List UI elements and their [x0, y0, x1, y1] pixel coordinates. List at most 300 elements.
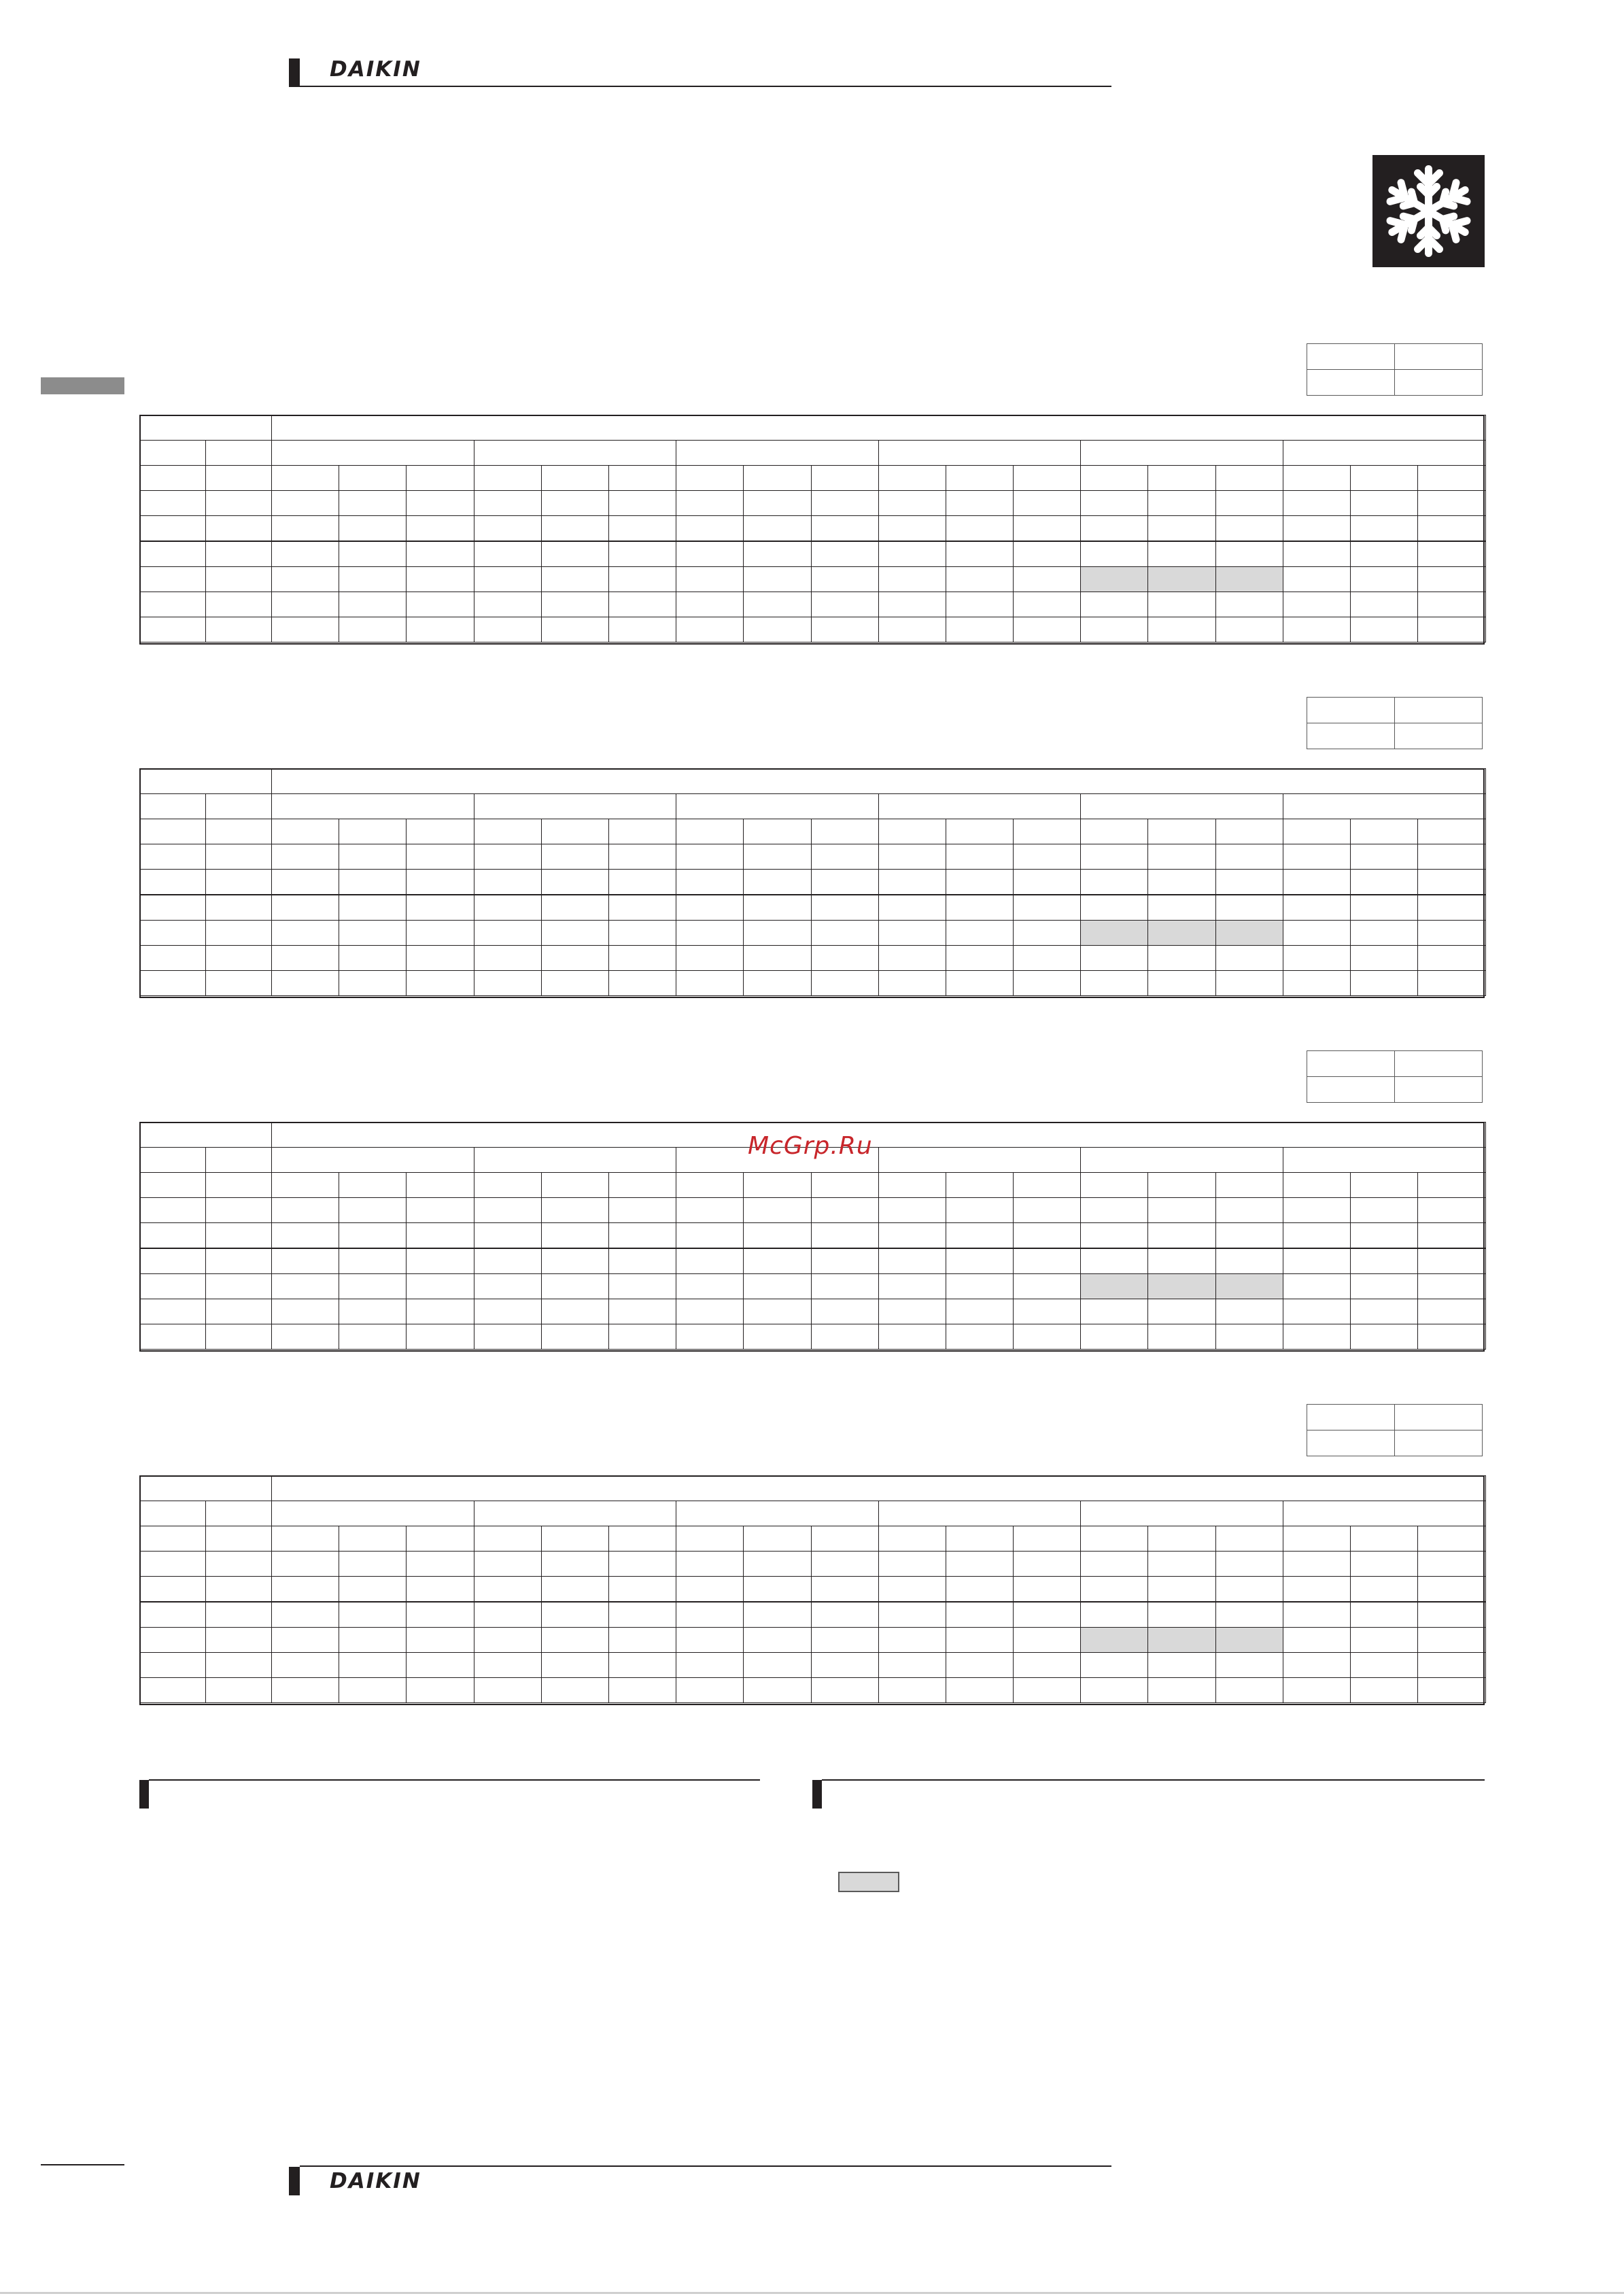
- footer-rule: [300, 2165, 1111, 2167]
- table-cell: [811, 1526, 878, 1552]
- table-cell: [541, 921, 608, 946]
- table-cell: [1081, 1248, 1148, 1274]
- table-cell: [1418, 516, 1485, 542]
- table-cell: [541, 541, 608, 567]
- table-cell: [272, 1628, 339, 1653]
- table-cell: [1418, 1653, 1485, 1678]
- table-cell: [140, 491, 206, 516]
- table-cell: [541, 1526, 608, 1552]
- table-cell: [878, 617, 946, 642]
- table-cell: [407, 491, 474, 516]
- table-cell: [474, 819, 541, 844]
- table-cell: [878, 466, 946, 491]
- bottom-strip: [0, 2292, 1624, 2294]
- table-cell: [407, 617, 474, 642]
- table-cell: [1351, 946, 1418, 971]
- table-cell: [878, 1198, 946, 1223]
- table-cell: [1215, 946, 1283, 971]
- header-cell: [140, 1476, 272, 1501]
- table-cell: [541, 1299, 608, 1324]
- spec-box-cell: [1395, 1051, 1483, 1077]
- table-cell: [1014, 1552, 1081, 1577]
- table-cell: [1014, 895, 1081, 921]
- table-cell: [811, 1324, 878, 1350]
- table-cell: [474, 1274, 541, 1299]
- group-header-cell: [676, 794, 879, 819]
- table-cell: [1148, 1198, 1215, 1223]
- table-cell: [339, 1653, 407, 1678]
- table-cell: [1081, 1653, 1148, 1678]
- subheader-cell: [206, 794, 272, 819]
- table-cell: [946, 1274, 1013, 1299]
- table-cell: [1014, 1678, 1081, 1703]
- table-cell: [1283, 491, 1350, 516]
- header-cell: [140, 415, 272, 441]
- table-cell: [1418, 1678, 1485, 1703]
- table-cell: [1418, 819, 1485, 844]
- table-cell: [206, 895, 272, 921]
- table-cell: [878, 971, 946, 996]
- table-cell: [140, 1552, 206, 1577]
- table-cell: [608, 592, 676, 617]
- table-cell: [811, 592, 878, 617]
- table-cell: [1351, 971, 1418, 996]
- table-cell: [1215, 971, 1283, 996]
- table-cell: [407, 1223, 474, 1249]
- table-cell: [608, 1248, 676, 1274]
- table-cell: [946, 516, 1013, 542]
- table-cell: [878, 541, 946, 567]
- table-cell: [811, 971, 878, 996]
- table-cell: [1081, 516, 1148, 542]
- table-1: [139, 415, 1486, 642]
- table-cell: [339, 870, 407, 895]
- table-cell: [1081, 1602, 1148, 1628]
- group-header-cell: [1283, 1148, 1485, 1173]
- table-cell: [811, 895, 878, 921]
- table-cell: [272, 466, 339, 491]
- table-cell: [272, 1526, 339, 1552]
- table-cell: [407, 895, 474, 921]
- table-cell: [811, 516, 878, 542]
- table-cell: [1351, 1552, 1418, 1577]
- table-cell: [140, 870, 206, 895]
- table-cell: [541, 844, 608, 870]
- table-cell: [1148, 466, 1215, 491]
- footer-logo: DAIKIN: [330, 2169, 421, 2193]
- table-cell: [1283, 592, 1350, 617]
- table-cell: [946, 895, 1013, 921]
- table-cell: [946, 592, 1013, 617]
- table-cell: [140, 971, 206, 996]
- table-cell: [946, 1577, 1013, 1603]
- header-cell: [140, 769, 272, 794]
- table-cell: [676, 1299, 744, 1324]
- table-cell: [744, 1274, 811, 1299]
- group-header-cell: [1081, 441, 1283, 466]
- table-cell: [1148, 541, 1215, 567]
- table-cell: [272, 946, 339, 971]
- table-cell: [541, 491, 608, 516]
- table-cell: [1215, 1274, 1283, 1299]
- table-cell: [1215, 592, 1283, 617]
- table-cell: [339, 1678, 407, 1703]
- table-cell: [1351, 1248, 1418, 1274]
- table-cell: [1351, 1628, 1418, 1653]
- table-cell: [206, 1653, 272, 1678]
- table-cell: [608, 541, 676, 567]
- table-cell: [339, 592, 407, 617]
- table-cell: [608, 1653, 676, 1678]
- table-cell: [744, 1248, 811, 1274]
- table-cell: [407, 1602, 474, 1628]
- table-cell: [744, 971, 811, 996]
- table-cell: [1418, 1198, 1485, 1223]
- table-cell: [1283, 1173, 1350, 1198]
- header-cell: [272, 769, 1486, 794]
- table-cell: [541, 1324, 608, 1350]
- table-cell: [206, 1274, 272, 1299]
- table-cell: [140, 1299, 206, 1324]
- subheader-cell: [140, 441, 206, 466]
- table-cell: [474, 895, 541, 921]
- table-cell: [608, 1577, 676, 1603]
- table-cell: [608, 921, 676, 946]
- table-cell: [474, 1577, 541, 1603]
- table-cell: [946, 1653, 1013, 1678]
- table-cell: [1351, 617, 1418, 642]
- table-cell: [878, 567, 946, 592]
- subheader-cell: [140, 1148, 206, 1173]
- table-cell: [140, 1653, 206, 1678]
- table-cell: [272, 1653, 339, 1678]
- table-cell: [608, 819, 676, 844]
- table-cell: [1283, 567, 1350, 592]
- table-cell: [1351, 1602, 1418, 1628]
- header-cell: [272, 1123, 1486, 1148]
- table-cell: [744, 1577, 811, 1603]
- group-header-cell: [272, 1148, 474, 1173]
- table-cell: [744, 592, 811, 617]
- table-cell: [1081, 1628, 1148, 1653]
- spec-box: [1307, 1050, 1483, 1103]
- group-header-cell: [272, 1501, 474, 1526]
- table-cell: [676, 921, 744, 946]
- table-cell: [541, 617, 608, 642]
- table-cell: [1148, 1678, 1215, 1703]
- table-cell: [744, 921, 811, 946]
- table-cell: [676, 946, 744, 971]
- table-cell: [339, 1299, 407, 1324]
- table-cell: [339, 1274, 407, 1299]
- table-cell: [1283, 1248, 1350, 1274]
- spec-box-cell: [1307, 1430, 1395, 1456]
- section-left-rule: [149, 1779, 760, 1781]
- table-cell: [1014, 592, 1081, 617]
- table-cell: [946, 1223, 1013, 1249]
- table-cell: [541, 466, 608, 491]
- table-cell: [1215, 870, 1283, 895]
- table-cell: [608, 1198, 676, 1223]
- table-cell: [1351, 1324, 1418, 1350]
- table-cell: [811, 1678, 878, 1703]
- group-header-cell: [676, 1501, 879, 1526]
- table-cell: [474, 541, 541, 567]
- table-cell: [1418, 1552, 1485, 1577]
- table-cell: [474, 1552, 541, 1577]
- table-cell: [676, 541, 744, 567]
- table-cell: [1215, 1324, 1283, 1350]
- table-cell: [1283, 1223, 1350, 1249]
- table-cell: [1351, 516, 1418, 542]
- table-cell: [407, 921, 474, 946]
- table-cell: [339, 491, 407, 516]
- table-cell: [272, 617, 339, 642]
- table-cell: [608, 946, 676, 971]
- table-cell: [1283, 870, 1350, 895]
- group-header-cell: [1081, 794, 1283, 819]
- table-cell: [1148, 1653, 1215, 1678]
- table-cell: [676, 1248, 744, 1274]
- table-cell: [1014, 946, 1081, 971]
- table-cell: [140, 819, 206, 844]
- table-cell: [608, 567, 676, 592]
- table-cell: [608, 516, 676, 542]
- table-cell: [272, 1198, 339, 1223]
- table-cell: [811, 946, 878, 971]
- table-cell: [272, 592, 339, 617]
- table-cell: [744, 541, 811, 567]
- table-cell: [1148, 1577, 1215, 1603]
- footer-accent-bar: [289, 2167, 300, 2195]
- header-cell: [140, 1123, 272, 1148]
- table-cell: [1418, 1173, 1485, 1198]
- table-cell: [1418, 971, 1485, 996]
- table-cell: [676, 516, 744, 542]
- table-cell: [1418, 541, 1485, 567]
- spec-box-cell: [1307, 698, 1395, 723]
- side-tab: [41, 377, 124, 394]
- table-cell: [878, 1653, 946, 1678]
- table-cell: [1215, 1248, 1283, 1274]
- legend-swatch: [838, 1872, 899, 1892]
- spec-box-cell: [1395, 1077, 1483, 1103]
- table-cell: [1148, 1324, 1215, 1350]
- table-cell: [811, 1602, 878, 1628]
- table-cell: [1014, 870, 1081, 895]
- table-cell: [1081, 466, 1148, 491]
- table-cell: [1081, 1274, 1148, 1299]
- table-cell: [407, 1678, 474, 1703]
- spec-box-cell: [1307, 723, 1395, 749]
- table-cell: [474, 1678, 541, 1703]
- table-cell: [339, 466, 407, 491]
- table-cell: [608, 1526, 676, 1552]
- table-cell: [407, 1628, 474, 1653]
- table-cell: [1081, 819, 1148, 844]
- table-cell: [474, 567, 541, 592]
- table-cell: [1418, 895, 1485, 921]
- table-cell: [676, 617, 744, 642]
- table-cell: [474, 491, 541, 516]
- table-cell: [206, 1173, 272, 1198]
- table-cell: [206, 1526, 272, 1552]
- table-cell: [608, 1678, 676, 1703]
- table-cell: [608, 1223, 676, 1249]
- table-cell: [272, 1223, 339, 1249]
- table-cell: [878, 895, 946, 921]
- table-cell: [474, 1653, 541, 1678]
- table-cell: [878, 491, 946, 516]
- table-cell: [744, 844, 811, 870]
- table-cell: [744, 1526, 811, 1552]
- table-cell: [541, 1274, 608, 1299]
- spec-box: [1307, 697, 1483, 749]
- table-cell: [1351, 567, 1418, 592]
- group-header-cell: [1081, 1148, 1283, 1173]
- table-cell: [1148, 819, 1215, 844]
- group-header-cell: [1283, 794, 1485, 819]
- table-cell: [1418, 921, 1485, 946]
- table-cell: [1014, 541, 1081, 567]
- table-cell: [272, 844, 339, 870]
- group-header-cell: [474, 441, 676, 466]
- table-cell: [1148, 946, 1215, 971]
- group-header-cell: [878, 1148, 1081, 1173]
- table-cell: [1014, 1223, 1081, 1249]
- table-cell: [272, 1248, 339, 1274]
- table-cell: [1081, 1526, 1148, 1552]
- table-cell: [1081, 1678, 1148, 1703]
- table-cell: [339, 1577, 407, 1603]
- table-cell: [206, 819, 272, 844]
- table-cell: [608, 1628, 676, 1653]
- table-cell: [206, 491, 272, 516]
- table-cell: [676, 1274, 744, 1299]
- table-cell: [272, 516, 339, 542]
- table-cell: [1148, 1299, 1215, 1324]
- table-cell: [878, 592, 946, 617]
- table-cell: [339, 1198, 407, 1223]
- table-cell: [1418, 491, 1485, 516]
- table-cell: [1081, 921, 1148, 946]
- table-cell: [474, 1173, 541, 1198]
- table-cell: [744, 1223, 811, 1249]
- table-cell: [1014, 921, 1081, 946]
- table-cell: [140, 567, 206, 592]
- watermark: McGrp.Ru: [748, 1132, 873, 1160]
- table-cell: [608, 895, 676, 921]
- table-cell: [811, 1248, 878, 1274]
- spec-box-cell: [1395, 344, 1483, 370]
- table-cell: [140, 1577, 206, 1603]
- brand-logo: DAIKIN: [330, 57, 421, 82]
- table-cell: [811, 1552, 878, 1577]
- table-cell: [1148, 491, 1215, 516]
- table-cell: [339, 1552, 407, 1577]
- table-cell: [1148, 592, 1215, 617]
- table-cell: [878, 1577, 946, 1603]
- table-cell: [1014, 567, 1081, 592]
- table-cell: [206, 921, 272, 946]
- table-cell: [541, 516, 608, 542]
- table-cell: [1283, 844, 1350, 870]
- table-cell: [946, 1628, 1013, 1653]
- table-cell: [1351, 1173, 1418, 1198]
- table-cell: [1215, 1577, 1283, 1603]
- table-cell: [339, 819, 407, 844]
- table-cell: [407, 1299, 474, 1324]
- group-header-cell: [474, 1148, 676, 1173]
- table-cell: [878, 516, 946, 542]
- table-cell: [608, 466, 676, 491]
- table-cell: [676, 844, 744, 870]
- table-cell: [1351, 466, 1418, 491]
- table-cell: [811, 1274, 878, 1299]
- table-cell: [541, 1248, 608, 1274]
- table-cell: [608, 617, 676, 642]
- table-cell: [1014, 1526, 1081, 1552]
- table-cell: [541, 1223, 608, 1249]
- table-cell: [1081, 870, 1148, 895]
- table-cell: [676, 466, 744, 491]
- table-cell: [676, 1678, 744, 1703]
- table-cell: [1081, 1299, 1148, 1324]
- table-cell: [1283, 1324, 1350, 1350]
- table-cell: [1215, 1678, 1283, 1703]
- table-cell: [339, 617, 407, 642]
- table-cell: [1283, 1526, 1350, 1552]
- table-cell: [878, 1678, 946, 1703]
- table-cell: [608, 1274, 676, 1299]
- table-cell: [744, 1552, 811, 1577]
- table-cell: [676, 1223, 744, 1249]
- table-cell: [676, 895, 744, 921]
- table-cell: [1351, 491, 1418, 516]
- table-cell: [407, 1248, 474, 1274]
- table-cell: [407, 1324, 474, 1350]
- table-cell: [206, 1223, 272, 1249]
- table-cell: [272, 1324, 339, 1350]
- table-cell: [1148, 1248, 1215, 1274]
- table-cell: [1283, 1577, 1350, 1603]
- table-cell: [1081, 844, 1148, 870]
- table-cell: [1351, 844, 1418, 870]
- table-cell: [1215, 1653, 1283, 1678]
- table-cell: [1283, 1274, 1350, 1299]
- table-cell: [1014, 819, 1081, 844]
- table-cell: [1014, 844, 1081, 870]
- table-cell: [474, 617, 541, 642]
- group-header-cell: [272, 441, 474, 466]
- spec-box-cell: [1307, 344, 1395, 370]
- table-cell: [541, 971, 608, 996]
- table-cell: [1148, 1173, 1215, 1198]
- table-4: [139, 1475, 1486, 1703]
- table-cell: [676, 1526, 744, 1552]
- group-header-cell: [1081, 1501, 1283, 1526]
- table-cell: [878, 1628, 946, 1653]
- group-header-cell: [676, 441, 879, 466]
- table-cell: [811, 1173, 878, 1198]
- subheader-cell: [206, 441, 272, 466]
- table-cell: [946, 921, 1013, 946]
- table-cell: [206, 466, 272, 491]
- table-cell: [1418, 1602, 1485, 1628]
- table-cell: [206, 567, 272, 592]
- table-cell: [140, 1526, 206, 1552]
- table-cell: [1081, 971, 1148, 996]
